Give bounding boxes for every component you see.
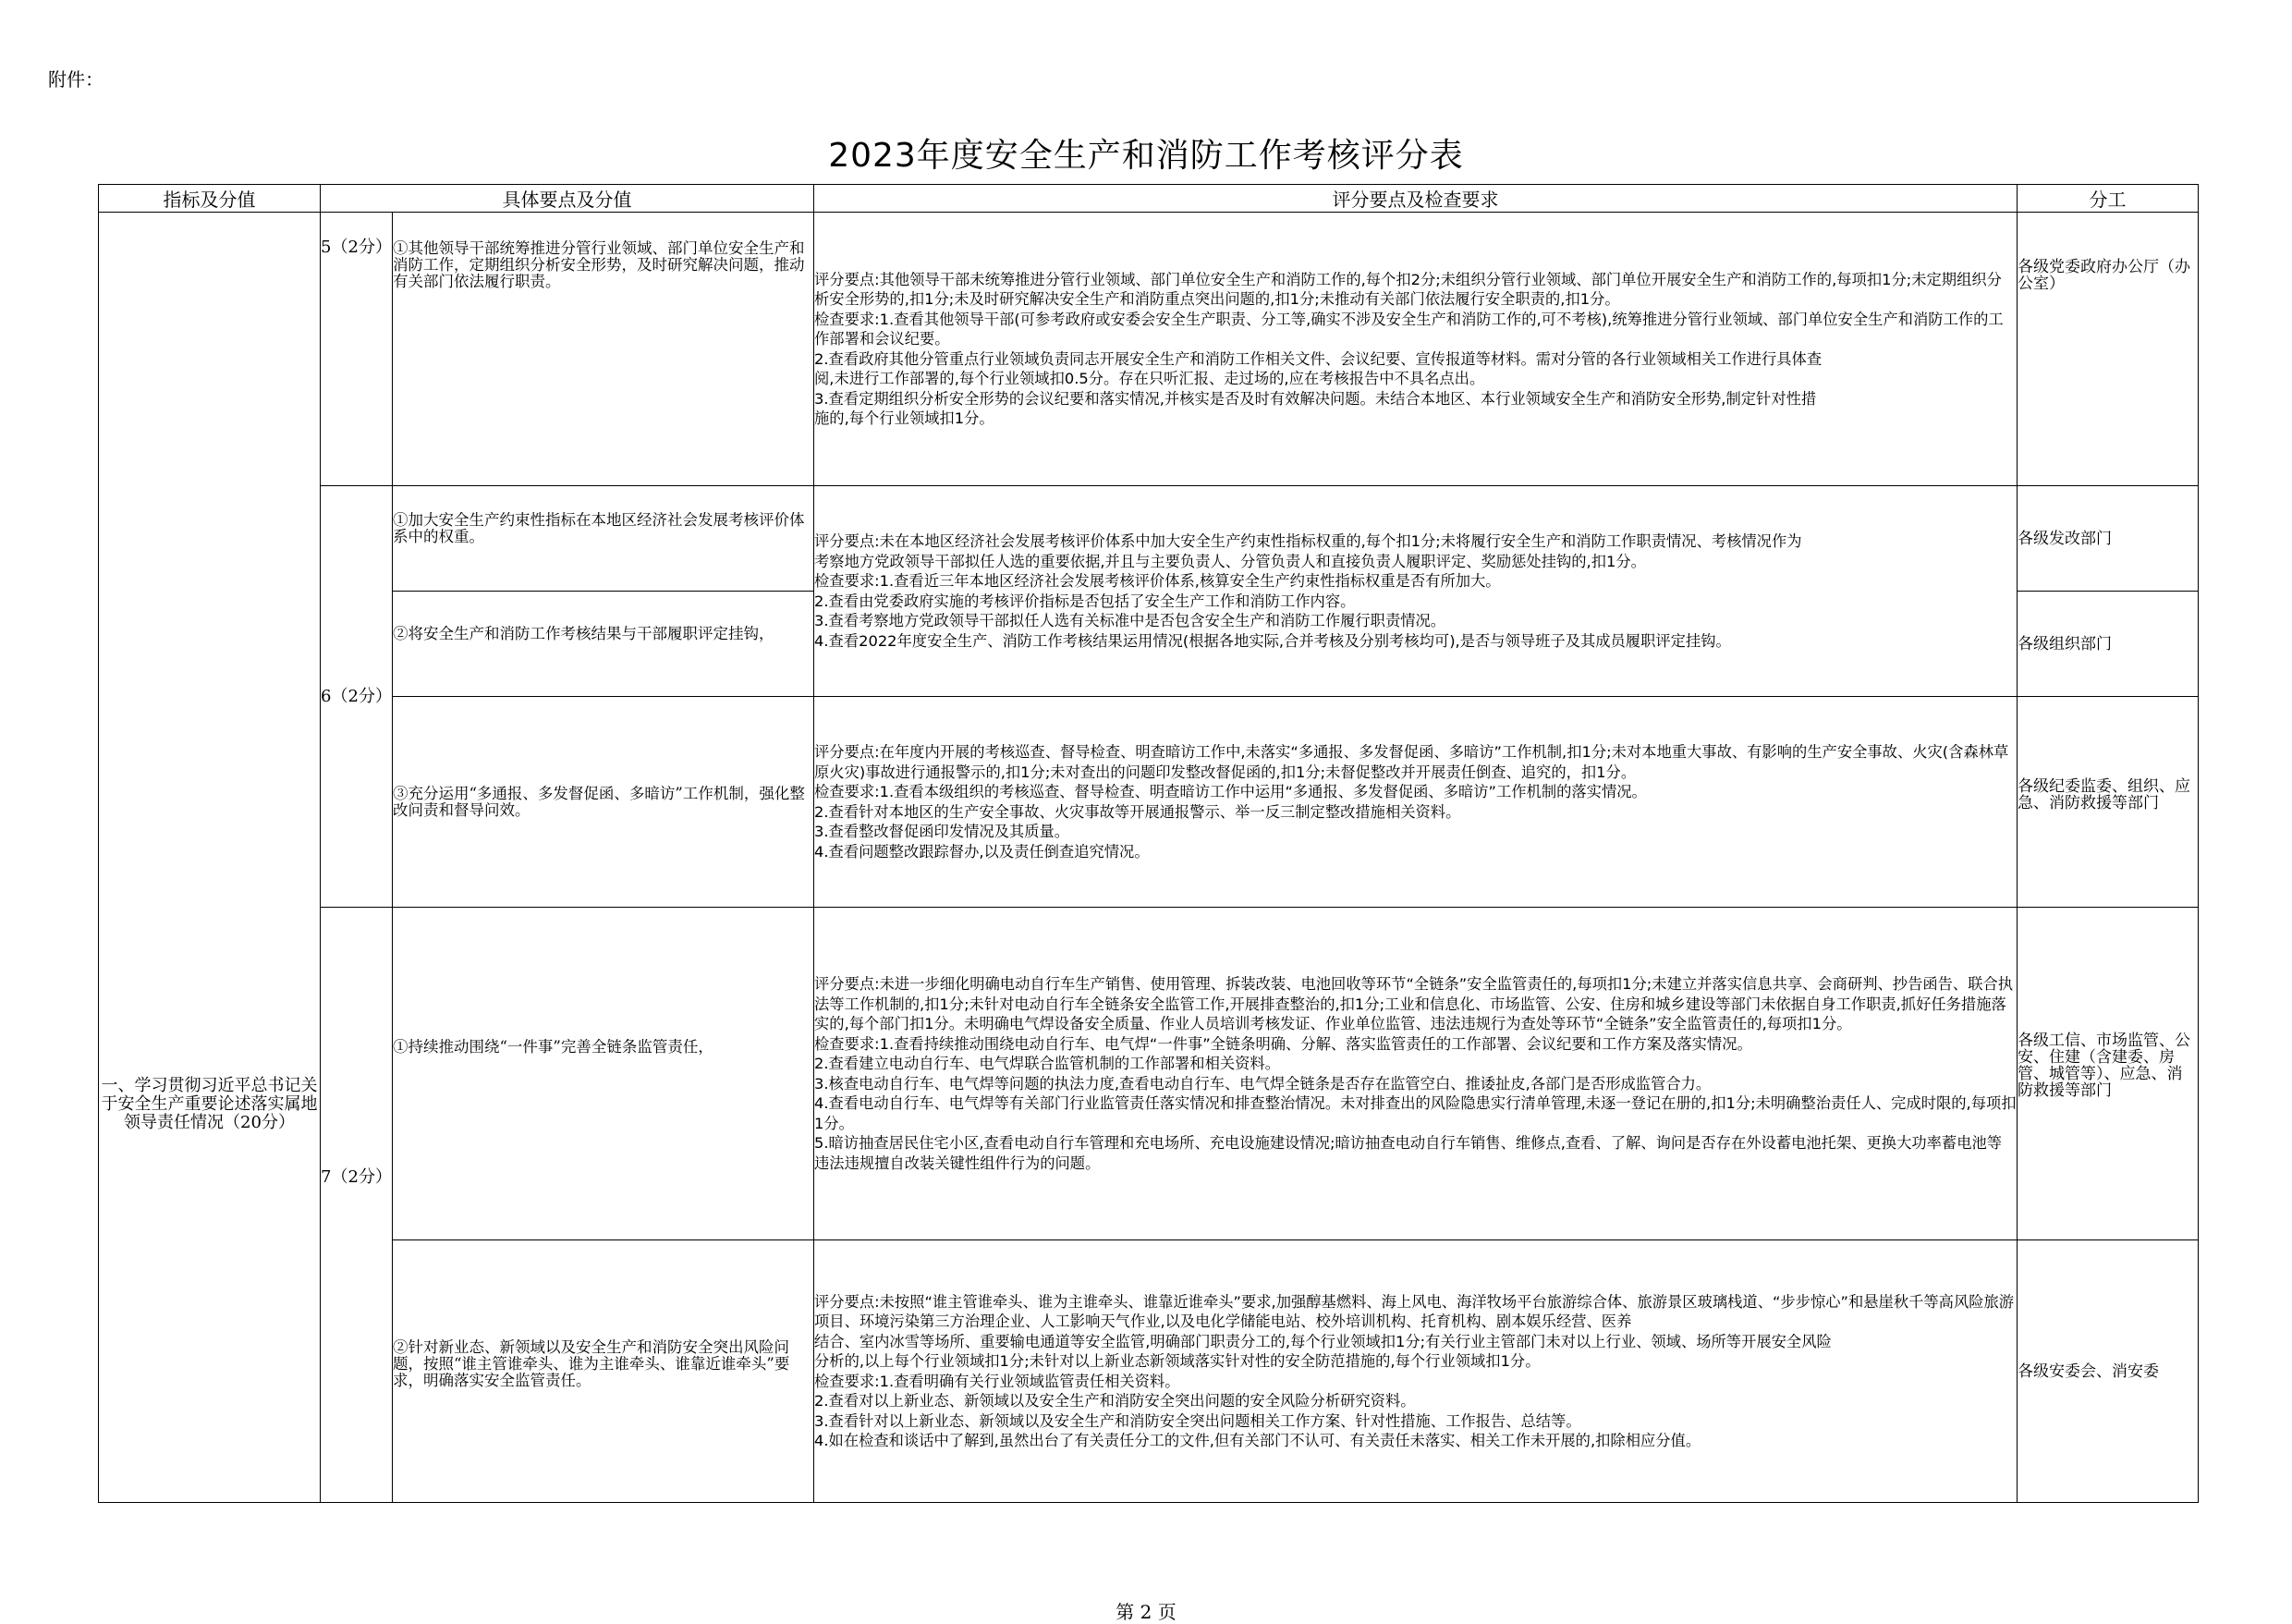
indicator-text: 一、学习贯彻习近平总书记关于安全生产重要论述落实属地领导责任情况（20分） [101, 1076, 318, 1132]
requirement-line: 3.查看整改督促函印发情况及其质量。 [814, 823, 1070, 840]
requirement-line: 检查要求:1.查看持续推动围绕电动自行车、电气焊“一件事”全链条明确、分解、落实监管责任的工作部署、会议纪要和工作方案及落实情况。 [814, 1034, 1752, 1053]
page-title: 2023年度安全生产和消防工作考核评分表 [828, 137, 1464, 175]
score-text: 6（2分） [321, 686, 392, 706]
requirement-line: 2.查看针对本地区的生产安全事故、火灾事故等开展通报警示、举一反三制定整改措施相关资料。 [814, 802, 1461, 821]
requirement-line: 评分要点:在年度内开展的考核巡查、督导检查、明查暗访工作中,未落实“多通报、多发督促函、多暗访”工作机制,扣1分;未对本地重大事故、有影响的生产安全事故、火灾(含森林草原火灾)事故进行通报警示的,扣1分;未对查出的问题印发整改督促函的,扣1分;未督促整改并开展责任倒查、追究的，扣1分。 [814, 743, 2009, 781]
header-requirements: 评分要点及检查要求 [814, 185, 2018, 213]
page-number: 第 2 页 [1116, 1601, 1176, 1623]
point-text: ③充分运用“多通报、多发督促函、多暗访”工作机制，强化整改问责和督导问效。 [393, 784, 805, 819]
requirement-line: 结合、室内冰雪等场所、重要输电通道等安全监管,明确部门职责分工的,每个行业领域扣1分;有关行业主管部门未对以上行业、领域、场所等开展安全风险 [814, 1332, 1832, 1350]
division-text: 各级组织部门 [2018, 634, 2112, 653]
requirement-line: 施的,每个行业领域扣1分。 [814, 409, 994, 427]
score-cell [321, 213, 393, 486]
score-text: 7（2分） [321, 1166, 392, 1187]
division-text: 各级工信、市场监管、公安、住建（含建委、房管、城管等）、应急、消防救援等部门 [2018, 1031, 2190, 1100]
requirement-line: 2.查看对以上新业态、新领域以及安全生产和消防安全突出问题的安全风险分析研究资料。 [814, 1392, 1416, 1410]
point-text: ②将安全生产和消防工作考核结果与干部履职评定挂钩， [393, 624, 774, 642]
division-cell [2018, 1240, 2199, 1503]
requirement-line: 检查要求:1.查看其他领导干部(可参考政府或安委会安全生产职责、分工等,确实不涉及安全生产和消防工作的,可不考核),统筹推进分管行业领域、部门单位安全生产和消防工作的工作部署和会议纪要。 [814, 310, 2004, 348]
division-cell [2018, 213, 2199, 486]
score-cell [321, 486, 393, 908]
division-cell [2018, 908, 2199, 1240]
requirement-line: 检查要求:1.查看明确有关行业领域监管责任相关资料。 [814, 1372, 1180, 1390]
division-text: 各级纪委监委、组织、应急、消防救援等部门 [2018, 776, 2190, 812]
point-text: ①加大安全生产约束性指标在本地区经济社会发展考核评价体系中的权重。 [393, 510, 805, 545]
table-header-row [99, 185, 2199, 213]
header-division: 分工 [2018, 185, 2199, 213]
score-cell [321, 908, 393, 1503]
point-cell [393, 213, 814, 486]
point-text: ①其他领导干部统筹推进分管行业领域、部门单位安全生产和消防工作，定期组织分析安全形势，及时研究解决问题，推动有关部门依法履行职责。 [393, 238, 805, 290]
requirement-line: 3.核查电动自行车、电气焊等问题的执法力度,查看电动自行车、电气焊全链条是否存在监管空白、推诿扯皮,各部门是否形成监管合力。 [814, 1074, 1712, 1093]
requirement-line: 2.查看建立电动自行车、电气焊联合监管机制的工作部署和相关资料。 [814, 1055, 1280, 1072]
table-row [99, 908, 2199, 1240]
requirement-line: 分析的,以上每个行业领域扣1分;未针对以上新业态新领域落实针对性的安全防范措施的,每个行业领域扣1分。 [814, 1352, 1541, 1370]
requirement-line: 5.暗访抽查居民住宅小区,查看电动自行车管理和充电场所、充电设施建设情况;暗访抽查电动自行车销售、维修点,查看、了解、询问是否存在外设蓄电池托架、更换大功率蓄电池等违法违规擅自改装关键性组件行为的问题。 [814, 1134, 2003, 1172]
division-cell [2018, 592, 2199, 697]
requirements-cell [814, 697, 2018, 908]
point-cell [393, 592, 814, 697]
requirement-line: 4.查看电动自行车、电气焊等有关部门行业监管责任落实情况和排查整治情况。未对排查出的风险隐患实行清单管理,未逐一登记在册的,扣1分;未明确整治责任人、完成时限的,每项扣1分。 [814, 1094, 2017, 1132]
requirement-line: 4.查看2022年度安全生产、消防工作考核结果运用情况(根据各地实际,合并考核及分别考核均可),是否与领导班子及其成员履职评定挂钩。 [814, 631, 1731, 650]
requirement-line: 评分要点:未进一步细化明确电动自行车生产销售、使用管理、拆装改装、电池回收等环节“全链条”安全监管责任的,每项扣1分;未建立并落实信息共享、会商研判、抄告函告、联合执法等工作机制的,扣1分;未针对电动自行车全链条安全监管工作,开展排查整治的,扣1分;工业和信息化、市场监管、公安、住房和城乡建设等部门未依据自身工作职责,抓好任务措施落实的,每个部门扣1分。未明确电气焊设备安全质量、作业人员培训考核发证、作业单位监管、违法违规行为查处等环节“全链条”安全监管责任的,每项扣1分。 [814, 975, 2014, 1032]
requirement-line: 2.查看政府其他分管重点行业领域负责同志开展安全生产和消防工作相关文件、会议纪要、宣传报道等材料。需对分管的各行业领域相关工作进行具体查 [814, 349, 1823, 368]
requirement-line: 检查要求:1.查看本级组织的考核巡查、督导检查、明查暗访工作中运用“多通报、多发督促函、多暗访”工作机制的落实情况。 [814, 783, 1647, 800]
point-cell [393, 908, 814, 1240]
requirements-cell [814, 908, 2018, 1240]
requirements-cell [814, 213, 2018, 486]
requirements-cell [814, 486, 2018, 697]
requirements-cell [814, 1240, 2018, 1503]
scoring-table [98, 184, 2199, 1503]
requirement-line: 评分要点:未在本地区经济社会发展考核评价体系中加大安全生产约束性指标权重的,每个扣1分;未将履行安全生产和消防工作职责情况、考核情况作为 [814, 532, 1802, 550]
requirement-line: 评分要点:未按照“谁主管谁牵头、谁为主谁牵头、谁靠近谁牵头”要求,加强醇基燃料、海上风电、海洋牧场平台旅游综合体、旅游景区玻璃栈道、“步步惊心”和悬崖秋千等高风险旅游项目、环境污染第三方治理企业、人工影响天气作业,以及电化学储能电站、校外培训机构、托育机构、剧本娱乐经营、医养 [814, 1292, 2015, 1330]
division-text: 各级发改部门 [2018, 529, 2112, 548]
division-cell [2018, 486, 2199, 592]
requirement-line: 3.查看考察地方党政领导干部拟任人选有关标准中是否包含安全生产和消防工作履行职责情况。 [814, 612, 1446, 629]
division-text: 各级安委会、消安委 [2018, 1361, 2159, 1381]
division-cell [2018, 697, 2199, 908]
requirement-line: 4.查看问题整改跟踪督办,以及责任倒查追究情况。 [814, 842, 1150, 861]
point-text: ②针对新业态、新领域以及安全生产和消防安全突出风险问题，按照“谁主管谁牵头、谁为主谁牵头、谁靠近谁牵头”要求，明确落实安全监管责任。 [393, 1337, 790, 1389]
requirement-line: 4.如在检查和谈话中了解到,虽然出台了有关责任分工的文件,但有关部门不认可、有关责任未落实、相关工作未开展的,扣除相应分值。 [814, 1432, 1701, 1449]
division-text: 各级党委政府办公厅（办公室） [2018, 257, 2190, 293]
point-cell [393, 486, 814, 592]
attachment-label: 附件： [48, 68, 104, 91]
header-points: 具体要点及分值 [321, 185, 814, 213]
requirement-line: 3.查看定期组织分析安全形势的会议纪要和落实情况,并核实是否及时有效解决问题。未结合本地区、本行业领域安全生产和消防安全形势,制定针对性措 [814, 389, 1817, 408]
point-text: ①持续推动围绕“一件事”完善全链条监管责任， [393, 1037, 713, 1056]
table-row [99, 697, 2199, 908]
point-cell [393, 697, 814, 908]
table-row [99, 213, 2199, 486]
requirement-line: 2.查看由党委政府实施的考核评价指标是否包括了安全生产工作和消防工作内容。 [814, 592, 1356, 610]
point-cell [393, 1240, 814, 1503]
requirement-line: 评分要点:其他领导干部未统筹推进分管行业领域、部门单位安全生产和消防工作的,每个扣2分;未组织分管行业领域、部门单位开展安全生产和消防工作的,每项扣1分;未定期组织分析安全形势的,扣1分;未及时研究解决安全生产和消防重点突出问题的,扣1分;未推动有关部门依法履行安全职责的,扣1分。 [814, 270, 2002, 308]
requirement-line: 阅,未进行工作部署的,每个行业领域扣0.5分。存在只听汇报、走过场的,应在考核报告中不具名点出。 [814, 370, 1485, 387]
requirement-line: 考察地方党政领导干部拟任人选的重要依据,并且与主要负责人、分管负责人和直接负责人履职评定、奖励惩处挂钩的,扣1分。 [814, 552, 1646, 570]
table-row [99, 1240, 2199, 1503]
table-row [99, 486, 2199, 592]
header-indicator: 指标及分值 [99, 185, 321, 213]
requirement-line: 检查要求:1.查看近三年本地区经济社会发展考核评价体系,核算安全生产约束性指标权重是否有所加大。 [814, 572, 1501, 590]
indicator-cell [99, 213, 321, 1503]
requirement-line: 3.查看针对以上新业态、新领域以及安全生产和消防安全突出问题相关工作方案、针对性措施、工作报告、总结等。 [814, 1411, 1581, 1430]
score-text: 5（2分） [321, 237, 392, 257]
